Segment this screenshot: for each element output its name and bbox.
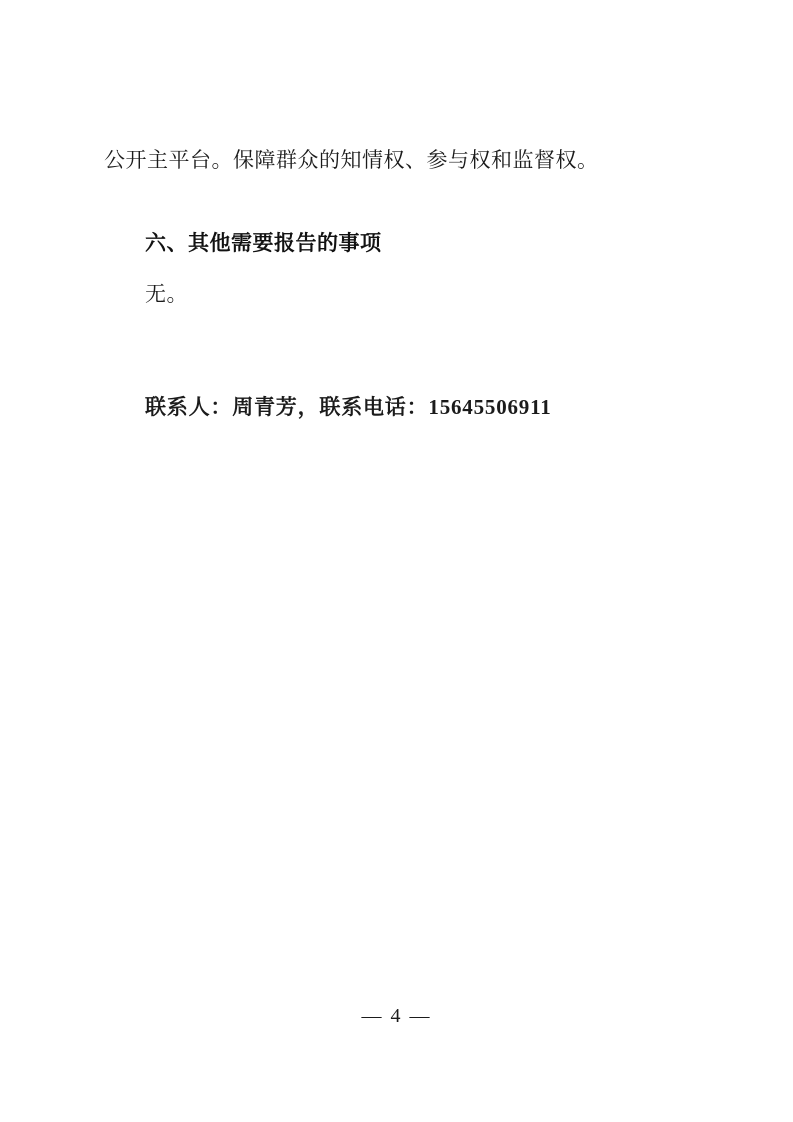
contact-information-line: 联系人：周青芳，联系电话：15645506911 <box>145 395 552 419</box>
section-heading-other-matters: 六、其他需要报告的事项 <box>145 231 382 255</box>
paragraph-continued: 公开主平台。保障群众的知情权、参与权和监督权。 <box>104 148 599 172</box>
page-number: — 4 — <box>361 1005 432 1027</box>
section-body-text: 无。 <box>145 282 188 306</box>
